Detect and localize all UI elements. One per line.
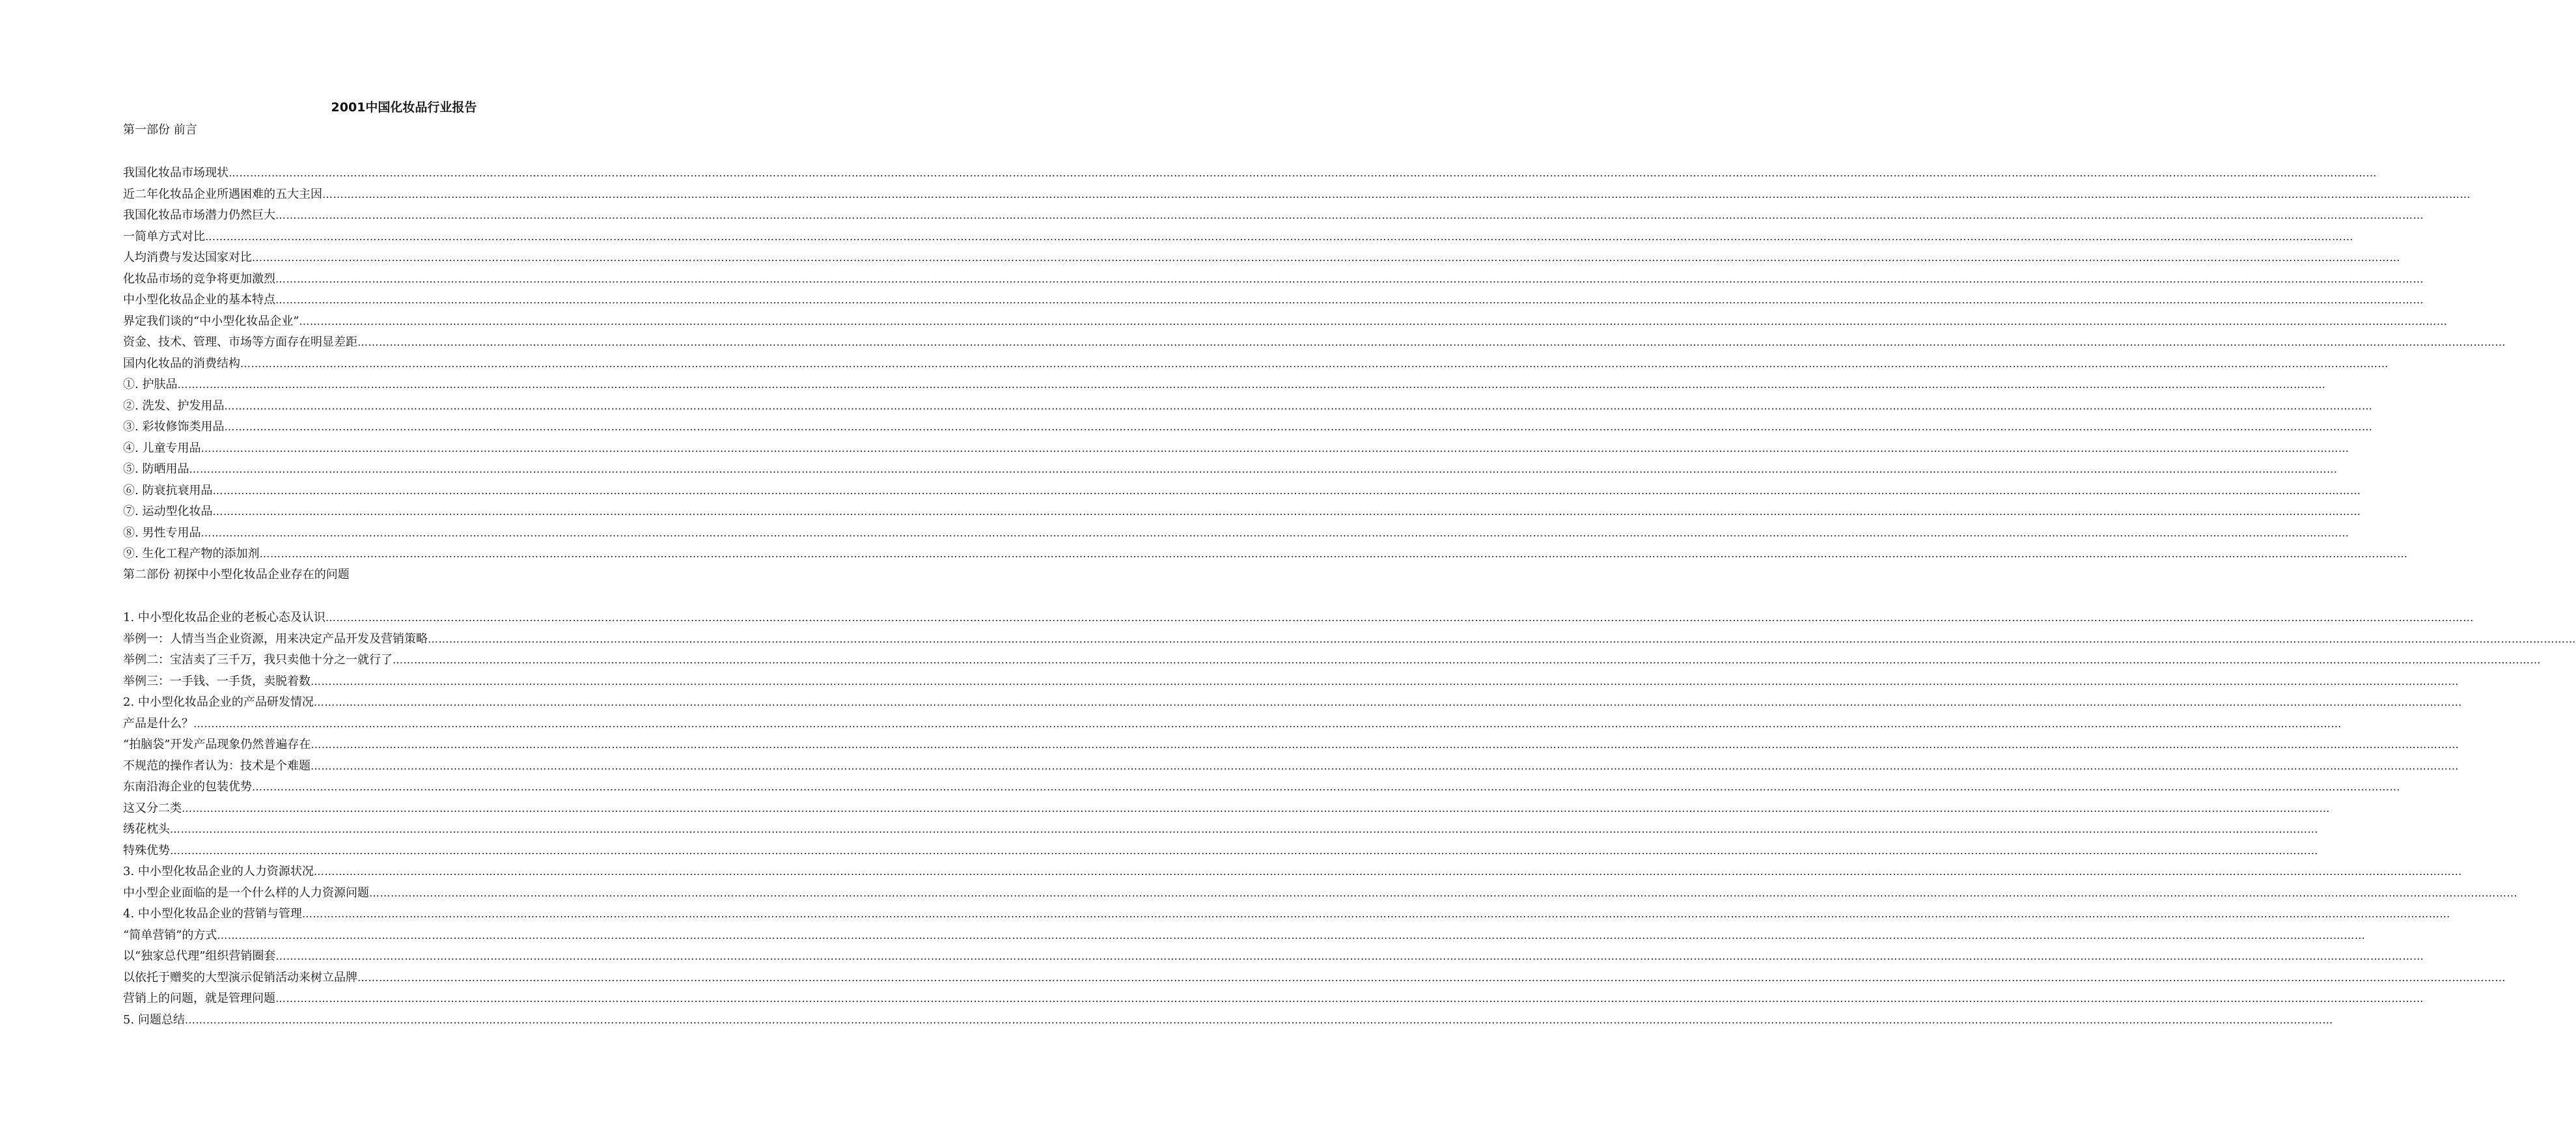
toc-entry <box>123 480 2361 502</box>
toc-leader-dots: …………………………………………………………………………………………………………………………………………………………………………………………………………………………………………………………………………………………………………………………………………………………………………………………………………………………………………………………………………………………………………………………………………………… <box>201 441 2349 454</box>
toc-entry <box>123 841 2318 862</box>
toc-entry <box>123 544 2408 565</box>
toc-entry-label: 营销上的问题，就是管理问题 <box>123 992 275 1005</box>
toc-entry-label: 中小型企业面临的是一个什么样的人力资源问题 <box>123 885 369 900</box>
toc-entry <box>123 269 2424 290</box>
toc-entry <box>123 819 2318 841</box>
toc-entry-label: 不规范的操作者认为：技术是个难题 <box>123 759 311 773</box>
toc-entry-label: 1. 中小型化妆品企业的老板心态及认识 <box>123 611 325 624</box>
toc-entry-label: ③. 彩妆修饰类用品 <box>123 420 225 434</box>
toc-entry <box>123 438 2349 460</box>
toc-leader-dots: …………………………………………………………………………………………………………………………………………………………………………………………………………………………………………………………………………………………………………………………………………………………………………………………………………………………………………………………………………………………………………………………………………………… <box>229 167 2377 179</box>
toc-entry-label: ②. 洗发、护发用品 <box>123 398 225 413</box>
toc-leader-dots: …………………………………………………………………………………………………………………………………………………………………………………………………………………………………………………………………………………………………………………………………………………………………………………………………………………………………………………………………………………………………………………………………………………… <box>177 378 2326 391</box>
toc-entry <box>123 777 2400 798</box>
toc-leader-dots: …………………………………………………………………………………………………………………………………………………………………………………………………………………………………………………………………………………………………………………………………………………………………………………………………………………………………………………………………………………………………………………………………………………… <box>369 886 2517 899</box>
toc-leader-dots: …………………………………………………………………………………………………………………………………………………………………………………………………………………………………………………………………………………………………………………………………………………………………………………………………………………………………………………………………………………………………………………………………………………… <box>224 399 2373 412</box>
section-heading-part2: 第二部份 初探中小型化妆品企业存在的问题 <box>123 568 350 581</box>
toc-leader-dots: …………………………………………………………………………………………………………………………………………………………………………………………………………………………………………………………………………………………………………………………………………………………………………………………………………………………………………………………………………………………………………………………………………………… <box>275 294 2424 306</box>
toc-entry <box>123 904 2450 925</box>
toc-entry-label: 一简单方式对比 <box>123 229 205 244</box>
toc-entry-label: 这又分二类 <box>123 801 182 815</box>
toc-entry-label: 近二年化妆品企业所遇困难的五大主因 <box>123 187 322 201</box>
toc-entry-label: 4. 中小型化妆品企业的营销与管理 <box>123 907 302 921</box>
toc-entry <box>123 629 2576 650</box>
toc-leader-dots: …………………………………………………………………………………………………………………………………………………………………………………………………………………………………………………………………………………………………………………………………………………………………………………………………………………………………………………………………………………………………………………………………………………… <box>313 865 2462 878</box>
toc-entry-label: 3. 中小型化妆品企业的人力资源状况 <box>123 865 314 878</box>
toc-entry <box>123 607 2474 629</box>
toc-entry <box>123 883 2517 904</box>
toc-entry <box>123 988 2424 1010</box>
toc-entry <box>123 332 2506 354</box>
toc-entry-label: 2. 中小型化妆品企业的产品研发情况 <box>123 695 314 709</box>
toc-entry-label: 化妆品市场的竞争将更加激烈 <box>123 272 275 286</box>
toc-entry-label: ⑥. 防衰抗衰用品 <box>123 483 213 497</box>
toc-entry-label: 举例二：宝洁卖了三千万，我只卖他十分之一就行了 <box>123 653 393 667</box>
toc-entry <box>123 311 2448 333</box>
toc-leader-dots: …………………………………………………………………………………………………………………………………………………………………………………………………………………………………………………………………………………………………………………………………………………………………………………………………………………………………………………………………………………………………………………………………………………… <box>357 336 2506 348</box>
toc-entry <box>123 798 2330 820</box>
toc-leader-dots: …………………………………………………………………………………………………………………………………………………………………………………………………………………………………………………………………………………………………………………………………………………………………………………………………………………………………………………………………………………………………………………………………………………… <box>275 992 2424 1005</box>
toc-entry-label: 以依托于赠奖的大型演示促销活动来树立品牌 <box>123 970 357 984</box>
toc-entry-label: “简单营销”的方式 <box>123 928 217 942</box>
toc-entry-label: 我国化妆品市场现状 <box>123 166 229 180</box>
toc-entry-label: ⑧. 男性专用品 <box>123 525 201 540</box>
toc-part1 <box>123 163 2506 565</box>
toc-leader-dots: …………………………………………………………………………………………………………………………………………………………………………………………………………………………………………………………………………………………………………………………………………………………………………………………………………………………………………………………………………………………………………………………………………………… <box>322 188 2471 201</box>
toc-leader-dots: …………………………………………………………………………………………………………………………………………………………………………………………………………………………………………………………………………………………………………………………………………………………………………………………………………………………………………………………………………………………………………………………………………………… <box>313 696 2462 708</box>
toc-leader-dots: …………………………………………………………………………………………………………………………………………………………………………………………………………………………………………………………………………………………………………………………………………………………………………………………………………………………………………………………………………………………………………………………………………………… <box>301 908 2450 920</box>
toc-leader-dots: …………………………………………………………………………………………………………………………………………………………………………………………………………………………………………………………………………………………………………………………………………………………………………………………………………………………………………………………………………………………………………………………………………………… <box>275 272 2424 285</box>
toc-leader-dots: …………………………………………………………………………………………………………………………………………………………………………………………………………………………………………………………………………………………………………………………………………………………………………………………………………………………………………………………………………………………………………………………………………………… <box>170 823 2318 835</box>
toc-leader-dots: …………………………………………………………………………………………………………………………………………………………………………………………………………………………………………………………………………………………………………………………………………………………………………………………………………………………………………………………………………………………………………………………………………………… <box>189 463 2338 475</box>
toc-entry-label: 5. 问题总结 <box>123 1012 185 1027</box>
toc-entry-label: 中小型化妆品企业的基本特点 <box>123 293 275 307</box>
toc-entry-label: 特殊优势 <box>123 843 170 857</box>
toc-entry-label: 东南沿海企业的包装优势 <box>123 780 252 794</box>
toc-leader-dots: …………………………………………………………………………………………………………………………………………………………………………………………………………………………………………………………………………………………………………………………………………………………………………………………………………………………………………………………………………………………………………………………………………………… <box>393 654 2541 666</box>
toc-entry-label: ⑨. 生化工程产物的添加剂 <box>123 547 260 561</box>
toc-entry <box>123 374 2326 396</box>
toc-leader-dots: …………………………………………………………………………………………………………………………………………………………………………………………………………………………………………………………………………………………………………………………………………………………………………………………………………………………………………………………………………………………………………………………………………………… <box>311 675 2459 688</box>
toc-entry <box>123 650 2541 671</box>
toc-entry-label: 界定我们谈的“中小型化妆品企业” <box>123 314 299 328</box>
toc-entry-label: 举例三：一手钱、一手货，卖脱着数 <box>123 674 311 688</box>
toc-entry <box>123 692 2462 714</box>
toc-entry <box>123 290 2424 311</box>
toc-leader-dots: …………………………………………………………………………………………………………………………………………………………………………………………………………………………………………………………………………………………………………………………………………………………………………………………………………………………………………………………………………………………………………………………………………………… <box>428 632 2576 645</box>
toc-leader-dots: …………………………………………………………………………………………………………………………………………………………………………………………………………………………………………………………………………………………………………………………………………………………………………………………………………………………………………………………………………………………………………………………………………………… <box>275 950 2424 962</box>
toc-entry-label: 绣花枕头 <box>123 822 170 836</box>
toc-leader-dots: …………………………………………………………………………………………………………………………………………………………………………………………………………………………………………………………………………………………………………………………………………………………………………………………………………………………………………………………………………………………………………………………………………………… <box>217 928 2366 941</box>
toc-leader-dots: …………………………………………………………………………………………………………………………………………………………………………………………………………………………………………………………………………………………………………………………………………………………………………………………………………………………………………………………………………………………………………………………………………………… <box>205 230 2353 243</box>
toc-leader-dots: …………………………………………………………………………………………………………………………………………………………………………………………………………………………………………………………………………………………………………………………………………………………………………………………………………………………………………………………………………………………………………………………………………………… <box>259 548 2408 560</box>
toc-entry <box>123 756 2459 777</box>
toc-entry <box>123 417 2373 438</box>
toc-entry-label: 产品是什么？ <box>123 716 193 731</box>
toc-entry <box>123 205 2424 227</box>
toc-leader-dots: …………………………………………………………………………………………………………………………………………………………………………………………………………………………………………………………………………………………………………………………………………………………………………………………………………………………………………………………………………………………………………………………………………………… <box>212 484 2361 497</box>
toc-entry-label: 以“独家总代理”组织营销圈套 <box>123 949 276 963</box>
toc-entry-label: 国内化妆品的消费结构 <box>123 356 240 370</box>
toc-entry <box>123 501 2361 523</box>
toc-entry <box>123 459 2338 480</box>
toc-entry-label: 人均消费与发达国家对比 <box>123 251 252 264</box>
toc-leader-dots: …………………………………………………………………………………………………………………………………………………………………………………………………………………………………………………………………………………………………………………………………………………………………………………………………………………………………………………………………………………………………………………………………………………… <box>182 801 2330 815</box>
toc-leader-dots: …………………………………………………………………………………………………………………………………………………………………………………………………………………………………………………………………………………………………………………………………………………………………………………………………………………………………………………………………………………………………………………………………………………… <box>299 314 2448 327</box>
toc-leader-dots: …………………………………………………………………………………………………………………………………………………………………………………………………………………………………………………………………………………………………………………………………………………………………………………………………………………………………………………………………………………………………………………………………………………… <box>201 526 2349 539</box>
toc-entry-label: “拍脑袋”开发产品现象仍然普遍存在 <box>123 738 311 751</box>
toc-entry <box>123 968 2506 989</box>
toc-leader-dots: …………………………………………………………………………………………………………………………………………………………………………………………………………………………………………………………………………………………………………………………………………………………………………………………………………………………………………………………………………………………………………………………………………………… <box>311 738 2459 751</box>
toc-entry <box>123 163 2377 184</box>
toc-leader-dots: …………………………………………………………………………………………………………………………………………………………………………………………………………………………………………………………………………………………………………………………………………………………………………………………………………………………………………………………………………………………………………………………………………………… <box>357 971 2506 984</box>
toc-leader-dots: …………………………………………………………………………………………………………………………………………………………………………………………………………………………………………………………………………………………………………………………………………………………………………………………………………………………………………………………………………………………………………………………………………………… <box>240 357 2389 370</box>
toc-part2 <box>123 607 2576 1031</box>
toc-entry <box>123 247 2400 269</box>
toc-entry-label: 举例一：人情当当企业资源，用来决定产品开发及营销策略 <box>123 632 428 646</box>
toc-leader-dots: …………………………………………………………………………………………………………………………………………………………………………………………………………………………………………………………………………………………………………………………………………………………………………………………………………………………………………………………………………………………………………………………………………………… <box>311 759 2459 772</box>
toc-entry <box>123 227 2353 248</box>
toc-entry <box>123 184 2471 206</box>
toc-entry <box>123 354 2389 375</box>
toc-entry <box>123 946 2424 968</box>
toc-entry-label: ⑦. 运动型化妆品 <box>123 505 213 518</box>
toc-entry-label: 资金、技术、管理、市场等方面存在明显差距 <box>123 335 357 349</box>
toc-leader-dots: …………………………………………………………………………………………………………………………………………………………………………………………………………………………………………………………………………………………………………………………………………………………………………………………………………………………………………………………………………………………………………………………………………………… <box>224 421 2373 433</box>
toc-entry-label: ⑤. 防晒用品 <box>123 462 189 476</box>
toc-entry-label: 我国化妆品市场潜力仍然巨大 <box>123 208 275 222</box>
toc-entry-label: ④. 儿童专用品 <box>123 441 201 455</box>
toc-leader-dots: …………………………………………………………………………………………………………………………………………………………………………………………………………………………………………………………………………………………………………………………………………………………………………………………………………………………………………………………………………………………………………………………………………………… <box>193 717 2342 730</box>
toc-entry <box>123 396 2373 417</box>
toc-leader-dots: …………………………………………………………………………………………………………………………………………………………………………………………………………………………………………………………………………………………………………………………………………………………………………………………………………………………………………………………………………………………………………………………………………………… <box>252 781 2400 793</box>
toc-leader-dots: …………………………………………………………………………………………………………………………………………………………………………………………………………………………………………………………………………………………………………………………………………………………………………………………………………………………………………………………………………………………………………………………………………………… <box>252 251 2400 264</box>
section-heading-part1: 第一部份 前言 <box>123 123 197 137</box>
toc-entry <box>123 734 2459 756</box>
toc-entry <box>123 861 2462 883</box>
toc-entry-label: ①. 护肤品 <box>123 378 178 391</box>
toc-leader-dots: …………………………………………………………………………………………………………………………………………………………………………………………………………………………………………………………………………………………………………………………………………………………………………………………………………………………………………………………………………………………………………………………………………………… <box>212 505 2361 518</box>
document-title: 2001中国化妆品行业报告 <box>331 100 477 115</box>
toc-leader-dots: …………………………………………………………………………………………………………………………………………………………………………………………………………………………………………………………………………………………………………………………………………………………………………………………………………………………………………………………………………………………………………………………………………………… <box>325 611 2474 624</box>
toc-entry <box>123 925 2366 947</box>
toc-leader-dots: …………………………………………………………………………………………………………………………………………………………………………………………………………………………………………………………………………………………………………………………………………………………………………………………………………………………………………………………………………………………………………………………………………………… <box>184 1013 2333 1026</box>
toc-entry <box>123 523 2349 544</box>
toc-entry <box>123 714 2342 735</box>
toc-entry <box>123 1010 2333 1031</box>
toc-leader-dots: …………………………………………………………………………………………………………………………………………………………………………………………………………………………………………………………………………………………………………………………………………………………………………………………………………………………………………………………………………………………………………………………………………………… <box>275 209 2424 221</box>
toc-entry <box>123 671 2459 693</box>
toc-leader-dots: …………………………………………………………………………………………………………………………………………………………………………………………………………………………………………………………………………………………………………………………………………………………………………………………………………………………………………………………………………………………………………………………………………………… <box>170 844 2318 857</box>
